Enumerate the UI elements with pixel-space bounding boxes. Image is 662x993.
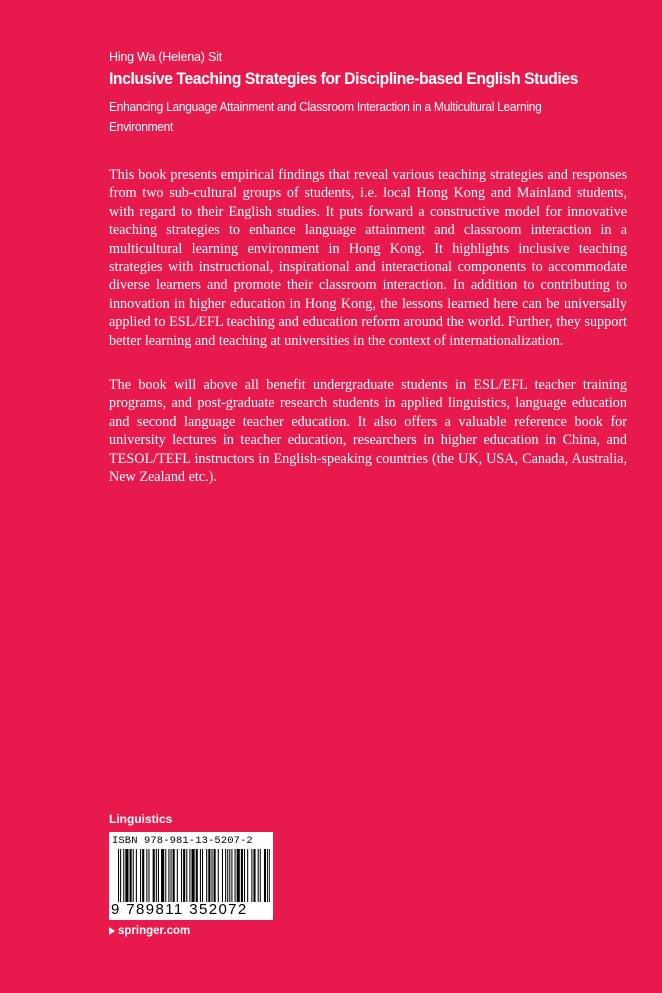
arrow-right-icon bbox=[109, 927, 115, 935]
barcode-bar bbox=[218, 849, 219, 902]
barcode-bar bbox=[123, 849, 124, 902]
barcode-bar bbox=[189, 849, 190, 902]
isbn-digits: 9 789811 352072 bbox=[111, 901, 248, 918]
barcode-bar bbox=[130, 849, 132, 902]
barcode-bar bbox=[229, 849, 230, 902]
barcode-bar bbox=[264, 849, 266, 902]
barcode-bar bbox=[192, 849, 195, 902]
barcode-bar bbox=[181, 849, 182, 902]
description-paragraph-2: The book will above all benefit undergraduate students in ESL/EFL teacher training programs, and post-graduate research students in applied linguistics, language education and second language teacher education. It also offers a valuable reference book for university lectures in teacher education, researchers in higher education in China, and TESOL/TEFL instructors in English-speaking countries (the UK, USA, Canada, Australia, New Zealand etc.). bbox=[109, 377, 627, 486]
barcode-bar bbox=[241, 849, 243, 902]
barcode-bar bbox=[196, 849, 198, 902]
barcode-bar bbox=[146, 849, 147, 902]
barcode-bar bbox=[158, 849, 159, 902]
barcode-bar bbox=[153, 849, 155, 902]
barcode-bar bbox=[140, 849, 141, 902]
barcode-bar bbox=[235, 849, 236, 902]
barcode-bars bbox=[118, 849, 270, 902]
barcode-bar bbox=[161, 849, 164, 902]
barcode-bar bbox=[227, 849, 228, 902]
barcode-bar bbox=[258, 849, 259, 902]
isbn-barcode bbox=[109, 832, 273, 920]
barcode-bar bbox=[148, 849, 149, 902]
barcode-bar bbox=[214, 849, 216, 902]
barcode-bar bbox=[186, 849, 187, 902]
barcode-bar bbox=[136, 849, 137, 902]
book-title: Inclusive Teaching Strategies for Discipline-based English Studies bbox=[109, 69, 578, 88]
barcode-bar bbox=[171, 849, 172, 902]
barcode-bar bbox=[142, 849, 144, 902]
book-subtitle: Enhancing Language Attainment and Classroom Interaction in a Multicultural Learning Environment bbox=[109, 99, 542, 134]
barcode-bar bbox=[231, 849, 232, 902]
barcode-bar bbox=[211, 849, 212, 902]
barcode-bar bbox=[247, 849, 248, 902]
isbn-label: ISBN 978-981-13-5207-2 bbox=[112, 835, 253, 847]
publisher-url: springer.com bbox=[118, 925, 191, 937]
barcode-bar bbox=[156, 849, 157, 902]
barcode-bar bbox=[269, 849, 270, 902]
barcode-bar bbox=[200, 849, 201, 902]
barcode-bar bbox=[244, 849, 245, 902]
barcode-bar bbox=[251, 849, 252, 902]
barcode-bar bbox=[177, 849, 178, 902]
barcode-bar bbox=[118, 849, 119, 902]
barcode-bar bbox=[222, 849, 223, 902]
barcode-bar bbox=[208, 849, 210, 902]
author-name: Hing Wa (Helena) Sit bbox=[109, 50, 222, 64]
barcode-bar bbox=[237, 849, 240, 902]
publisher-link[interactable] bbox=[109, 925, 190, 937]
barcode-bar bbox=[206, 849, 207, 902]
barcode-bar bbox=[260, 849, 261, 902]
barcode-bar bbox=[165, 849, 166, 902]
barcode-bar bbox=[133, 849, 134, 902]
subject-category: Linguistics bbox=[109, 812, 173, 826]
barcode-bar bbox=[267, 849, 268, 902]
barcode-bar bbox=[183, 849, 185, 902]
description-paragraph-1: This book presents empirical findings that reveal various teaching strategies and responses from two sub-cultural groups of students, i.e. local Hong Kong and Mainland students, with regard to their English studies. It puts forward a constructive model for innovative teaching strategies to enhance language attainment and classroom interaction in a multicultural learning environment in Hong Kong. It highlights inclusive teaching strategies with instructional, inspirational and interactional components to accommodate diverse learners and promote their classroom interaction. In addition to contributing to innovation in higher education in Hong Kong, the lessons learned here can be universally applied to ESL/EFL teaching and education reform around the world. Further, they support better learning and teaching at universities in the context of internationalization. bbox=[109, 167, 627, 349]
barcode-bar bbox=[168, 849, 169, 902]
barcode-bar bbox=[253, 849, 255, 902]
barcode-bar bbox=[202, 849, 203, 902]
barcode-bar bbox=[173, 849, 175, 902]
barcode-bar bbox=[125, 849, 128, 902]
barcode-bar bbox=[120, 849, 121, 902]
barcode-bar bbox=[225, 849, 226, 902]
